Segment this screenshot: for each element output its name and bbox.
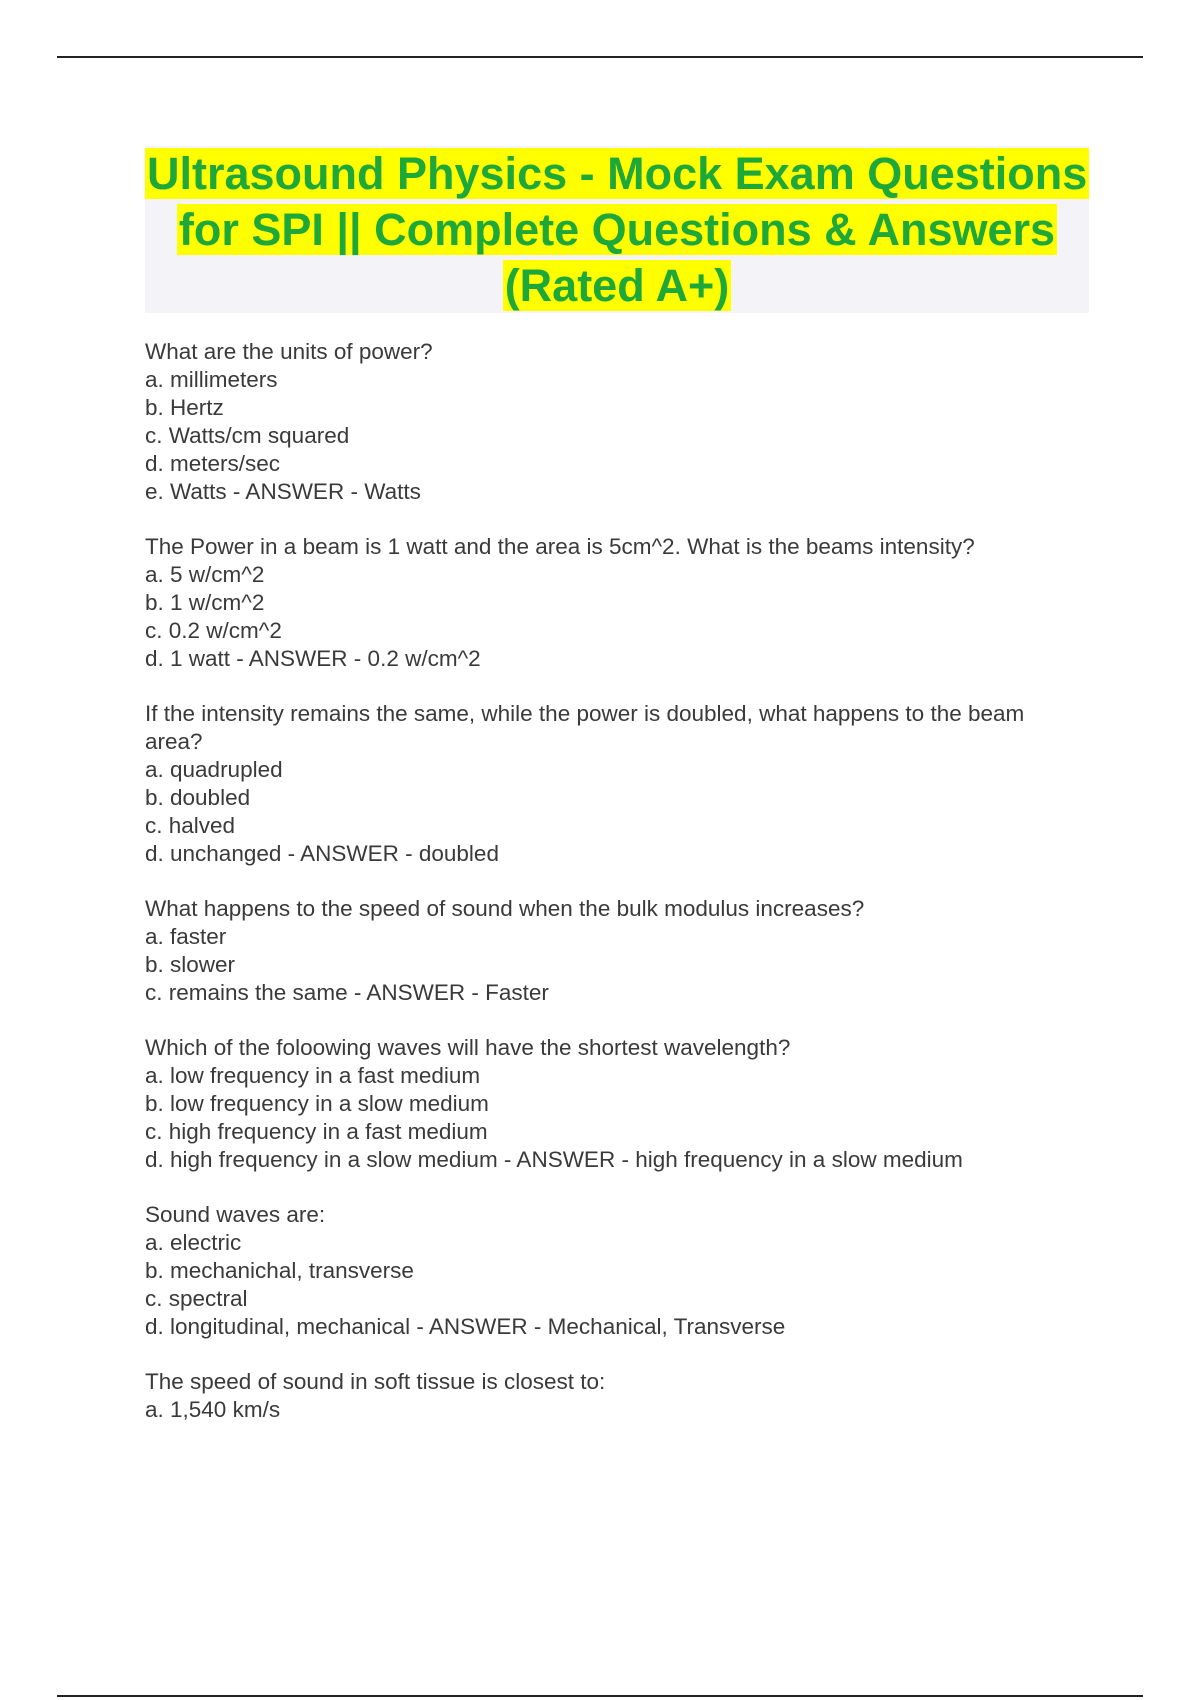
question-block xyxy=(145,1368,1075,1424)
document-title: Ultrasound Physics - Mock Exam Questions for SPI || Complete Questions & Answers (Rated A+) xyxy=(147,148,1088,311)
answer-option: a. 5 w/cm^2 xyxy=(145,562,265,587)
bottom-rule xyxy=(57,1695,1143,1697)
question-text: What are the units of power? xyxy=(145,339,433,364)
answer-option: d. high frequency in a slow medium - ANSWER - high frequency in a slow medium xyxy=(145,1147,963,1172)
answer-option: a. quadrupled xyxy=(145,757,283,782)
answer-option: c. remains the same - ANSWER - Faster xyxy=(145,980,549,1005)
question-text: What happens to the speed of sound when the bulk modulus increases? xyxy=(145,896,865,921)
answer-option: c. 0.2 w/cm^2 xyxy=(145,618,282,643)
answer-option: d. meters/sec xyxy=(145,451,281,476)
question-text: The speed of sound in soft tissue is closest to: xyxy=(145,1369,606,1394)
answer-option: a. faster xyxy=(145,924,227,949)
answer-option: c. Watts/cm squared xyxy=(145,423,350,448)
answer-option: b. Hertz xyxy=(145,395,224,420)
answer-option: b. 1 w/cm^2 xyxy=(145,590,265,615)
answer-option: c. high frequency in a fast medium xyxy=(145,1119,488,1144)
question-block xyxy=(145,700,1075,868)
answer-option: a. electric xyxy=(145,1230,242,1255)
question-text: Sound waves are: xyxy=(145,1202,326,1227)
question-text: Which of the foloowing waves will have the shortest wavelength? xyxy=(145,1035,791,1060)
answer-option: b. mechanichal, transverse xyxy=(145,1258,414,1283)
question-block xyxy=(145,1034,1075,1174)
top-rule xyxy=(57,56,1143,58)
question-list xyxy=(145,338,1075,1451)
answer-option: d. longitudinal, mechanical - ANSWER - Mechanical, Transverse xyxy=(145,1314,786,1339)
answer-option: b. low frequency in a slow medium xyxy=(145,1091,489,1116)
question-block xyxy=(145,1201,1075,1341)
answer-option: d. unchanged - ANSWER - doubled xyxy=(145,841,499,866)
answer-option: a. millimeters xyxy=(145,367,278,392)
question-block xyxy=(145,533,1075,673)
answer-option: a. 1,540 km/s xyxy=(145,1397,281,1422)
question-text: The Power in a beam is 1 watt and the area is 5cm^2. What is the beams intensity? xyxy=(145,534,975,559)
answer-option: e. Watts - ANSWER - Watts xyxy=(145,479,421,504)
answer-option: a. low frequency in a fast medium xyxy=(145,1063,481,1088)
answer-option: b. doubled xyxy=(145,785,251,810)
answer-option: c. halved xyxy=(145,813,236,838)
answer-option: b. slower xyxy=(145,952,236,977)
title-banner xyxy=(145,146,1089,313)
answer-option: d. 1 watt - ANSWER - 0.2 w/cm^2 xyxy=(145,646,481,671)
question-text: If the intensity remains the same, while the power is doubled, what happens to the beam area? xyxy=(145,701,1025,754)
question-block xyxy=(145,338,1075,506)
question-block xyxy=(145,895,1075,1007)
answer-option: c. spectral xyxy=(145,1286,248,1311)
